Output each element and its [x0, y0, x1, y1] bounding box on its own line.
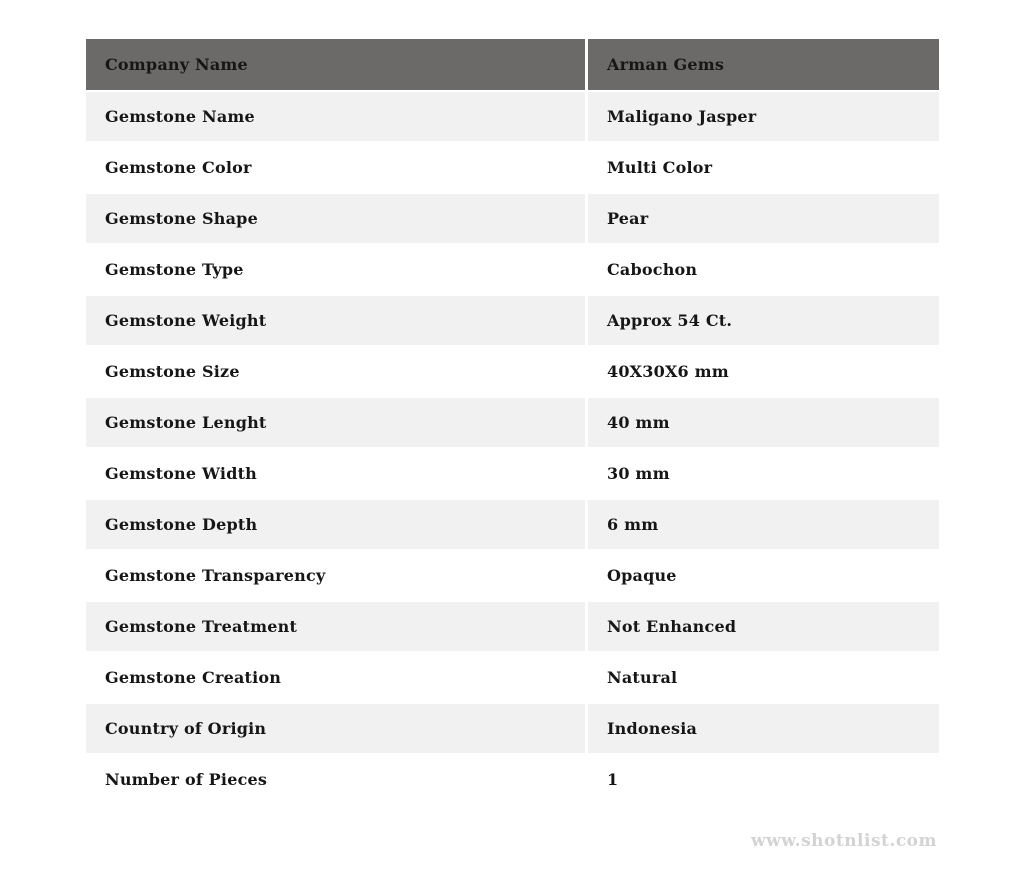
- spec-label: Number of Pieces: [86, 755, 585, 804]
- spec-value: Not Enhanced: [588, 602, 939, 651]
- spec-value: Natural: [588, 653, 939, 702]
- spec-label: Gemstone Name: [86, 92, 585, 141]
- table-row: [86, 245, 939, 294]
- spec-value: Multi Color: [588, 143, 939, 192]
- table-row: [86, 194, 939, 243]
- spec-value: 40X30X6 mm: [588, 347, 939, 396]
- company-name-value: Arman Gems: [588, 39, 939, 90]
- spec-value: 30 mm: [588, 449, 939, 498]
- spec-label: Country of Origin: [86, 704, 585, 753]
- spec-label: Gemstone Treatment: [86, 602, 585, 651]
- table-row: [86, 755, 939, 804]
- table-row: [86, 602, 939, 651]
- spec-label: Gemstone Size: [86, 347, 585, 396]
- table-row: [86, 449, 939, 498]
- gemstone-spec-table: [86, 39, 939, 806]
- spec-label: Gemstone Transparency: [86, 551, 585, 600]
- spec-label: Gemstone Width: [86, 449, 585, 498]
- table-body: [86, 92, 939, 804]
- spec-value: 6 mm: [588, 500, 939, 549]
- spec-value: Maligano Jasper: [588, 92, 939, 141]
- site-watermark: www.shotnlist.com: [750, 831, 937, 851]
- spec-label: Gemstone Shape: [86, 194, 585, 243]
- spec-label: Gemstone Lenght: [86, 398, 585, 447]
- spec-value: Opaque: [588, 551, 939, 600]
- spec-value: Pear: [588, 194, 939, 243]
- spec-value: 40 mm: [588, 398, 939, 447]
- spec-label: Gemstone Creation: [86, 653, 585, 702]
- spec-value: Approx 54 Ct.: [588, 296, 939, 345]
- table-row: [86, 653, 939, 702]
- table-row: [86, 551, 939, 600]
- company-name-header: Company Name: [86, 39, 585, 90]
- table-row: [86, 92, 939, 141]
- spec-label: Gemstone Type: [86, 245, 585, 294]
- spec-value: 1: [588, 755, 939, 804]
- spec-value: Indonesia: [588, 704, 939, 753]
- spec-value: Cabochon: [588, 245, 939, 294]
- spec-label: Gemstone Depth: [86, 500, 585, 549]
- spec-label: Gemstone Weight: [86, 296, 585, 345]
- table-row: [86, 296, 939, 345]
- table-row: [86, 398, 939, 447]
- table-header-row: [86, 39, 939, 90]
- table-row: [86, 143, 939, 192]
- table-row: [86, 347, 939, 396]
- spec-label: Gemstone Color: [86, 143, 585, 192]
- table-row: [86, 500, 939, 549]
- table-row: [86, 704, 939, 753]
